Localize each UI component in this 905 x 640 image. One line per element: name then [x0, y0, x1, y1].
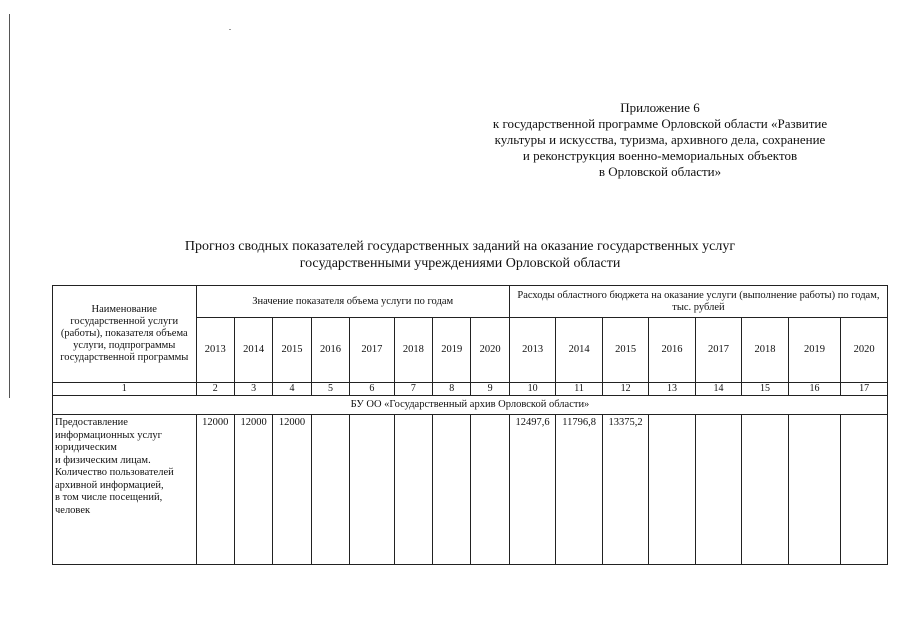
expense-cell — [695, 415, 741, 565]
appendix-header — [440, 100, 880, 180]
year-expense: 2016 — [649, 318, 695, 383]
expense-cell — [788, 415, 841, 565]
volume-cell — [350, 415, 394, 565]
document-title — [120, 238, 800, 272]
year-expense: 2018 — [742, 318, 788, 383]
column-number: 12 — [602, 383, 648, 396]
title-line-2: государственными учреждениями Орловской области — [299, 256, 621, 271]
organization-name: БУ ОО «Государственный архив Орловской области» — [53, 396, 888, 415]
column-number: 2 — [196, 383, 234, 396]
header-volume: Значение показателя объема услуги по годам — [196, 286, 509, 318]
forecast-table — [52, 285, 888, 565]
volume-cell: 12000 — [234, 415, 272, 565]
service-name-line: и физическим лицам. — [55, 454, 151, 466]
table-row — [53, 415, 888, 565]
column-number: 7 — [394, 383, 432, 396]
header-service-name: Наименование государственной услуги (работы), показателя объема услуги, подпрограммы государственной программы — [53, 286, 197, 383]
year-expense: 2013 — [509, 318, 555, 383]
volume-cell: 12000 — [273, 415, 311, 565]
year-expense: 2015 — [602, 318, 648, 383]
year-volume: 2015 — [273, 318, 311, 383]
service-name-line: человек — [55, 504, 91, 516]
column-number-row — [53, 383, 888, 396]
header-row — [53, 286, 888, 318]
column-number: 15 — [742, 383, 788, 396]
column-number: 11 — [556, 383, 602, 396]
service-name-cell — [53, 415, 197, 565]
column-number: 17 — [841, 383, 888, 396]
appendix-line: Приложение 6 — [620, 100, 700, 115]
volume-cell — [471, 415, 509, 565]
service-name-line: Предоставление — [55, 417, 128, 428]
year-volume: 2019 — [433, 318, 471, 383]
appendix-line: и реконструкция военно-мемориальных объектов — [522, 148, 798, 163]
column-number: 5 — [311, 383, 349, 396]
expense-cell: 11796,8 — [556, 415, 602, 565]
column-number: 10 — [509, 383, 555, 396]
header-expense: Расходы областного бюджета на оказание услуги (выполнение работы) по годам, тыс. рублей — [509, 286, 887, 318]
year-volume: 2020 — [471, 318, 509, 383]
column-number: 6 — [350, 383, 394, 396]
column-number: 14 — [695, 383, 741, 396]
year-expense: 2019 — [788, 318, 841, 383]
year-volume: 2017 — [350, 318, 394, 383]
appendix-line: культуры и искусства, туризма, архивного дела, сохранение — [494, 132, 826, 147]
scan-speck — [229, 29, 231, 30]
column-number: 4 — [273, 383, 311, 396]
expense-cell — [841, 415, 888, 565]
expense-cell — [649, 415, 695, 565]
column-number: 16 — [788, 383, 841, 396]
year-volume: 2018 — [394, 318, 432, 383]
appendix-line: в Орловской области» — [598, 164, 722, 179]
year-expense: 2020 — [841, 318, 888, 383]
appendix-line: к государственной программе Орловской области «Развитие — [492, 116, 828, 131]
title-line-1: Прогноз сводных показателей государственных заданий на оказание государственных услуг — [184, 239, 736, 254]
service-name-line: информационных услуг — [55, 429, 162, 441]
volume-cell — [433, 415, 471, 565]
year-expense: 2017 — [695, 318, 741, 383]
column-number: 13 — [649, 383, 695, 396]
year-volume: 2016 — [311, 318, 349, 383]
column-number: 8 — [433, 383, 471, 396]
volume-cell: 12000 — [196, 415, 234, 565]
expense-cell — [742, 415, 788, 565]
expense-cell: 12497,6 — [509, 415, 555, 565]
organization-row — [53, 396, 888, 415]
volume-cell — [394, 415, 432, 565]
year-expense: 2014 — [556, 318, 602, 383]
column-number: 3 — [234, 383, 272, 396]
service-name-line: Количество пользователей — [55, 467, 174, 478]
volume-cell — [311, 415, 349, 565]
column-number: 1 — [53, 383, 197, 396]
service-name-line: архивной информацией, — [55, 479, 164, 491]
year-volume: 2014 — [234, 318, 272, 383]
year-volume: 2013 — [196, 318, 234, 383]
service-name-line: юридическим — [55, 442, 117, 453]
column-number: 9 — [471, 383, 509, 396]
service-name-line: в том числе посещений, — [55, 492, 163, 503]
expense-cell: 13375,2 — [602, 415, 648, 565]
page-margin-rule — [9, 14, 10, 398]
